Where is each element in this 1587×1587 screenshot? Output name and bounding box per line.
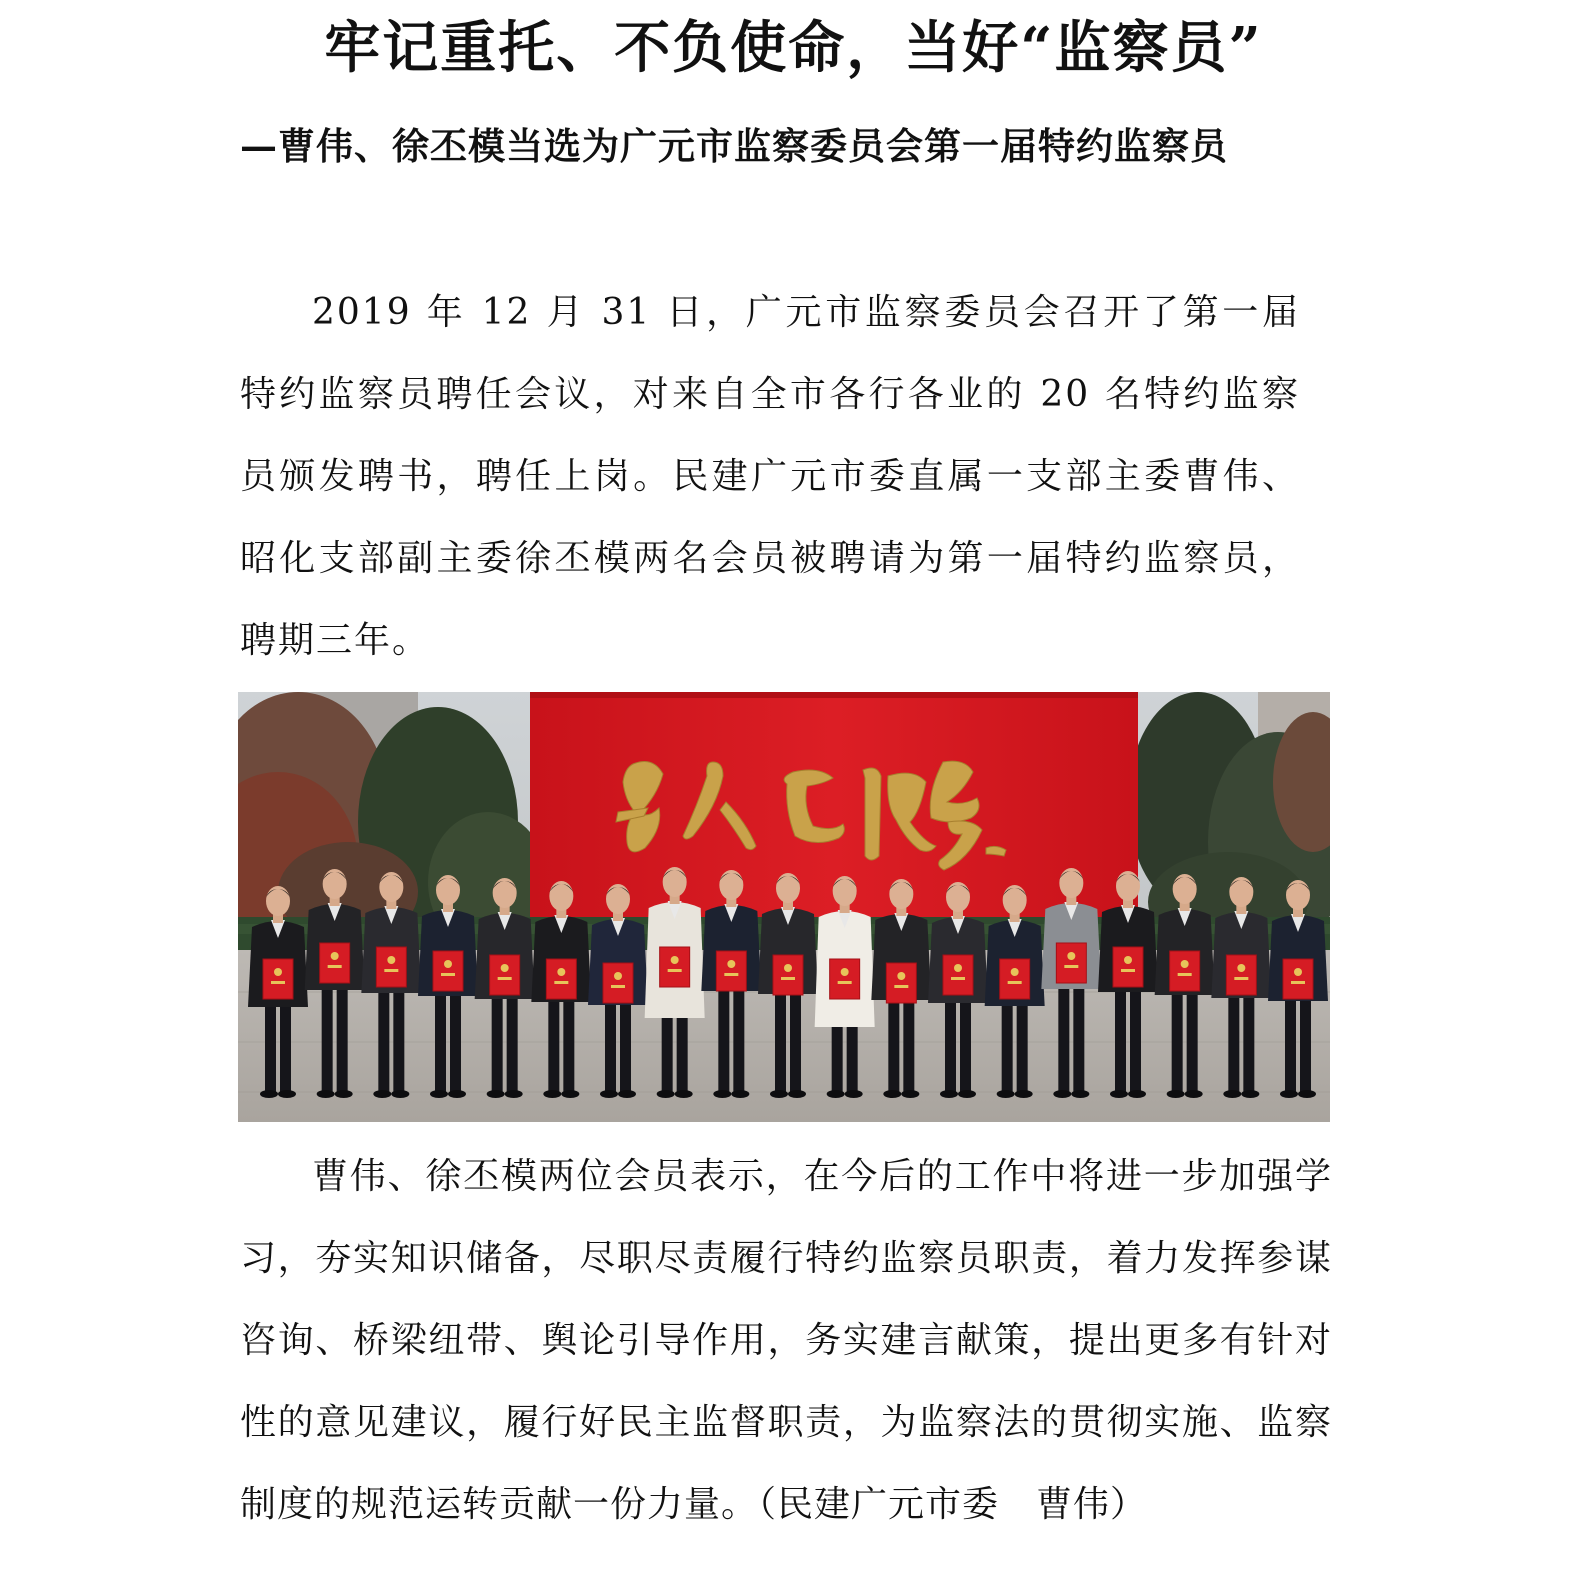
certificate-icon bbox=[886, 963, 916, 1003]
paragraph-statement: 曹伟、徐丕模两位会员表示，在今后的工作中将进一步加强学习，夯实知识储备，尽职尽责履行特约监察员职责，着力发挥参谋咨询、桥梁纽带、舆论引导作用，务实建言献策，提出更多有针对性的意见建议，履行好民主监督职责，为监察法的贯彻实施、监察制度的规范运转贡献一份力量。（民建广元市委 曹伟） bbox=[240, 1156, 1332, 1525]
certificate-icon bbox=[716, 951, 746, 991]
certificate-icon bbox=[1000, 959, 1030, 999]
paragraph-intro: 2019 年 12 月 31 日，广元市监察委员会召开了第一届特约监察员聘任会议，对来自全市各行各业的 20 名特约监察员颁发聘书，聘任上岗。民建广元市委直属一支部主委曹伟、昭化支部副主委徐丕模两名会员被聘请为第一届特约监察员，聘期三年。 bbox=[240, 292, 1300, 661]
certificate-icon bbox=[263, 959, 293, 999]
red-wall-top-edge bbox=[530, 692, 1138, 698]
certificate-icon bbox=[1283, 959, 1313, 999]
page-title: 牢记重托、不负使命，当好“监察员” bbox=[324, 15, 1263, 81]
certificate-icon bbox=[546, 959, 576, 999]
certificate-icon bbox=[320, 943, 350, 983]
certificate-icon bbox=[1226, 955, 1256, 995]
certificate-icon bbox=[1170, 951, 1200, 991]
certificate-icon bbox=[433, 951, 463, 991]
certificate-icon bbox=[490, 955, 520, 995]
certificate-icon bbox=[660, 947, 690, 987]
certificate-icon bbox=[603, 963, 633, 1003]
certificate-icon bbox=[773, 955, 803, 995]
certificate-icon bbox=[943, 955, 973, 995]
certificate-icon bbox=[1056, 943, 1086, 983]
group-photo bbox=[238, 692, 1330, 1122]
certificate-icon bbox=[830, 959, 860, 999]
certificate-icon bbox=[376, 947, 406, 987]
page-subtitle: —曹伟、徐丕模当选为广元市监察委员会第一届特约监察员 bbox=[240, 124, 1228, 168]
certificate-icon bbox=[1113, 947, 1143, 987]
